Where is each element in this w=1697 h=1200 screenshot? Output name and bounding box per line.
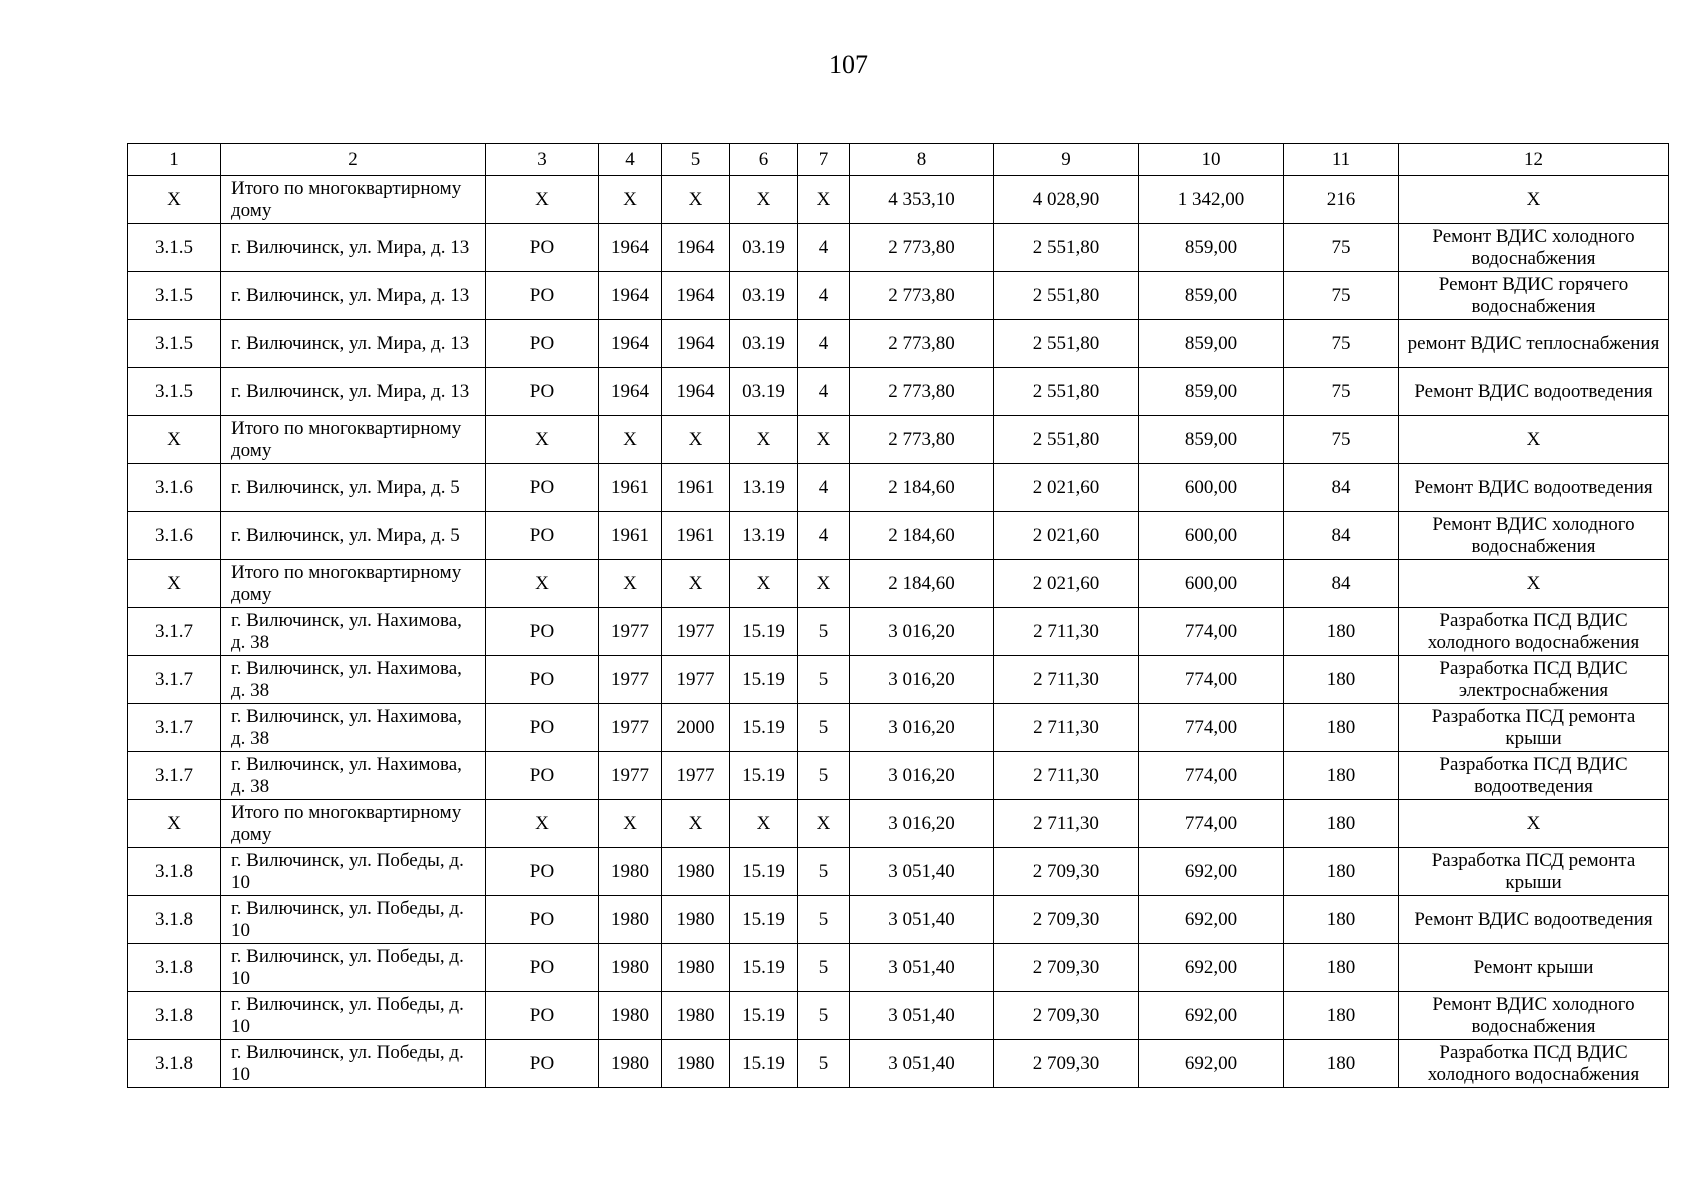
common-area-cell: 1 342,00 (1139, 176, 1284, 224)
column-number: 7 (798, 144, 850, 176)
common-area-cell: 600,00 (1139, 560, 1284, 608)
table-body (128, 176, 1669, 1088)
residents-cell: 75 (1284, 224, 1399, 272)
floors-cell: 4 (798, 272, 850, 320)
floors-cell: 5 (798, 896, 850, 944)
floors-cell: 5 (798, 608, 850, 656)
build-year-cell: X (599, 416, 662, 464)
commission-year-cell: 1977 (662, 656, 730, 704)
owner-type-cell: РО (486, 992, 599, 1040)
residents-cell: 180 (1284, 992, 1399, 1040)
total-area-cell: 3 016,20 (850, 752, 994, 800)
table-row (128, 368, 1669, 416)
commission-year-cell: 2000 (662, 704, 730, 752)
address-cell: г. Вилючинск, ул. Победы, д. 10 (221, 944, 486, 992)
code-cell: 15.19 (730, 608, 798, 656)
code-cell: 15.19 (730, 944, 798, 992)
residents-cell: 75 (1284, 272, 1399, 320)
build-year-cell: X (599, 800, 662, 848)
total-area-cell: 4 353,10 (850, 176, 994, 224)
work-type-cell: Ремонт крыши (1399, 944, 1669, 992)
living-area-cell: 2 709,30 (994, 896, 1139, 944)
code-cell: 03.19 (730, 368, 798, 416)
code-cell: 15.19 (730, 992, 798, 1040)
build-year-cell: 1980 (599, 992, 662, 1040)
build-year-cell: 1964 (599, 224, 662, 272)
total-area-cell: 2 184,60 (850, 512, 994, 560)
build-year-cell: 1977 (599, 656, 662, 704)
subtotal-row (128, 176, 1669, 224)
floors-cell: 4 (798, 512, 850, 560)
owner-type-cell: РО (486, 320, 599, 368)
column-number: 4 (599, 144, 662, 176)
living-area-cell: 2 709,30 (994, 1040, 1139, 1088)
commission-year-cell: 1964 (662, 224, 730, 272)
build-year-cell: X (599, 560, 662, 608)
item-number-cell: X (128, 560, 221, 608)
address-cell: Итого по многоквартирному дому (221, 416, 486, 464)
commission-year-cell: 1980 (662, 944, 730, 992)
work-type-cell: Разработка ПСД ВДИС холодного водоснабжения (1399, 1040, 1669, 1088)
table-row (128, 464, 1669, 512)
residents-cell: 180 (1284, 752, 1399, 800)
commission-year-cell: 1980 (662, 896, 730, 944)
address-cell: г. Вилючинск, ул. Мира, д. 5 (221, 464, 486, 512)
build-year-cell: 1980 (599, 944, 662, 992)
owner-type-cell: X (486, 800, 599, 848)
total-area-cell: 3 016,20 (850, 608, 994, 656)
residents-cell: 180 (1284, 944, 1399, 992)
floors-cell: X (798, 176, 850, 224)
total-area-cell: 2 773,80 (850, 272, 994, 320)
total-area-cell: 2 773,80 (850, 320, 994, 368)
table-row (128, 848, 1669, 896)
item-number-cell: 3.1.7 (128, 752, 221, 800)
table-row (128, 272, 1669, 320)
address-cell: г. Вилючинск, ул. Победы, д. 10 (221, 1040, 486, 1088)
total-area-cell: 2 184,60 (850, 560, 994, 608)
address-cell: г. Вилючинск, ул. Нахимова, д. 38 (221, 656, 486, 704)
living-area-cell: 2 551,80 (994, 320, 1139, 368)
floors-cell: 5 (798, 704, 850, 752)
build-year-cell: 1964 (599, 368, 662, 416)
owner-type-cell: РО (486, 464, 599, 512)
floors-cell: 5 (798, 656, 850, 704)
total-area-cell: 3 016,20 (850, 704, 994, 752)
commission-year-cell: 1961 (662, 464, 730, 512)
living-area-cell: 2 551,80 (994, 416, 1139, 464)
owner-type-cell: РО (486, 752, 599, 800)
floors-cell: 5 (798, 944, 850, 992)
address-cell: г. Вилючинск, ул. Победы, д. 10 (221, 848, 486, 896)
item-number-cell: 3.1.8 (128, 896, 221, 944)
floors-cell: 5 (798, 848, 850, 896)
address-cell: г. Вилючинск, ул. Победы, д. 10 (221, 992, 486, 1040)
living-area-cell: 2 711,30 (994, 608, 1139, 656)
build-year-cell: 1977 (599, 704, 662, 752)
work-type-cell: Ремонт ВДИС водоотведения (1399, 464, 1669, 512)
code-cell: X (730, 416, 798, 464)
address-cell: г. Вилючинск, ул. Нахимова, д. 38 (221, 752, 486, 800)
residents-cell: 180 (1284, 800, 1399, 848)
build-year-cell: 1980 (599, 848, 662, 896)
table-row (128, 320, 1669, 368)
floors-cell: 4 (798, 368, 850, 416)
table-row (128, 896, 1669, 944)
residents-cell: 75 (1284, 368, 1399, 416)
address-cell: г. Вилючинск, ул. Нахимова, д. 38 (221, 704, 486, 752)
owner-type-cell: X (486, 416, 599, 464)
work-type-cell: Ремонт ВДИС горячего водоснабжения (1399, 272, 1669, 320)
living-area-cell: 2 551,80 (994, 368, 1139, 416)
commission-year-cell: X (662, 560, 730, 608)
residents-cell: 180 (1284, 704, 1399, 752)
column-number-row (128, 144, 1669, 176)
work-type-cell: Разработка ПСД ремонта крыши (1399, 704, 1669, 752)
item-number-cell: 3.1.8 (128, 944, 221, 992)
commission-year-cell: 1980 (662, 992, 730, 1040)
common-area-cell: 600,00 (1139, 464, 1284, 512)
total-area-cell: 2 773,80 (850, 368, 994, 416)
item-number-cell: 3.1.7 (128, 608, 221, 656)
work-type-cell: Ремонт ВДИС холодного водоснабжения (1399, 992, 1669, 1040)
floors-cell: 5 (798, 992, 850, 1040)
commission-year-cell: 1964 (662, 368, 730, 416)
commission-year-cell: X (662, 176, 730, 224)
commission-year-cell: X (662, 800, 730, 848)
code-cell: 03.19 (730, 320, 798, 368)
table-row (128, 752, 1669, 800)
total-area-cell: 3 051,40 (850, 944, 994, 992)
address-cell: Итого по многоквартирному дому (221, 560, 486, 608)
code-cell: X (730, 800, 798, 848)
build-year-cell: 1961 (599, 512, 662, 560)
common-area-cell: 859,00 (1139, 416, 1284, 464)
total-area-cell: 3 016,20 (850, 656, 994, 704)
residents-cell: 75 (1284, 320, 1399, 368)
owner-type-cell: РО (486, 272, 599, 320)
work-type-cell: X (1399, 560, 1669, 608)
column-number: 10 (1139, 144, 1284, 176)
item-number-cell: 3.1.5 (128, 224, 221, 272)
living-area-cell: 2 021,60 (994, 464, 1139, 512)
item-number-cell: X (128, 416, 221, 464)
total-area-cell: 3 051,40 (850, 848, 994, 896)
work-type-cell: X (1399, 416, 1669, 464)
build-year-cell: 1964 (599, 320, 662, 368)
address-cell: г. Вилючинск, ул. Мира, д. 13 (221, 368, 486, 416)
code-cell: 13.19 (730, 464, 798, 512)
item-number-cell: X (128, 176, 221, 224)
work-type-cell: Ремонт ВДИС холодного водоснабжения (1399, 512, 1669, 560)
owner-type-cell: РО (486, 368, 599, 416)
living-area-cell: 2 711,30 (994, 752, 1139, 800)
item-number-cell: 3.1.5 (128, 368, 221, 416)
total-area-cell: 2 773,80 (850, 224, 994, 272)
residents-cell: 75 (1284, 416, 1399, 464)
common-area-cell: 774,00 (1139, 704, 1284, 752)
build-year-cell: 1964 (599, 272, 662, 320)
residents-cell: 84 (1284, 512, 1399, 560)
owner-type-cell: РО (486, 944, 599, 992)
column-number: 12 (1399, 144, 1669, 176)
address-cell: г. Вилючинск, ул. Мира, д. 13 (221, 224, 486, 272)
commission-year-cell: X (662, 416, 730, 464)
common-area-cell: 859,00 (1139, 224, 1284, 272)
living-area-cell: 2 709,30 (994, 848, 1139, 896)
residents-cell: 180 (1284, 608, 1399, 656)
work-type-cell: Разработка ПСД ВДИС водоотведения (1399, 752, 1669, 800)
column-number: 5 (662, 144, 730, 176)
owner-type-cell: РО (486, 656, 599, 704)
total-area-cell: 2 184,60 (850, 464, 994, 512)
item-number-cell: 3.1.5 (128, 272, 221, 320)
living-area-cell: 2 711,30 (994, 656, 1139, 704)
work-type-cell: ремонт ВДИС теплоснабжения (1399, 320, 1669, 368)
item-number-cell: 3.1.8 (128, 1040, 221, 1088)
address-cell: Итого по многоквартирному дому (221, 176, 486, 224)
item-number-cell: X (128, 800, 221, 848)
commission-year-cell: 1977 (662, 608, 730, 656)
owner-type-cell: X (486, 176, 599, 224)
address-cell: г. Вилючинск, ул. Мира, д. 5 (221, 512, 486, 560)
housing-repair-table (127, 143, 1669, 1088)
total-area-cell: 2 773,80 (850, 416, 994, 464)
owner-type-cell: X (486, 560, 599, 608)
table-row (128, 656, 1669, 704)
owner-type-cell: РО (486, 896, 599, 944)
item-number-cell: 3.1.8 (128, 992, 221, 1040)
work-type-cell: X (1399, 800, 1669, 848)
living-area-cell: 2 551,80 (994, 224, 1139, 272)
table-row (128, 944, 1669, 992)
code-cell: 15.19 (730, 848, 798, 896)
residents-cell: 180 (1284, 848, 1399, 896)
address-cell: г. Вилючинск, ул. Победы, д. 10 (221, 896, 486, 944)
column-number: 11 (1284, 144, 1399, 176)
floors-cell: 5 (798, 752, 850, 800)
code-cell: 13.19 (730, 512, 798, 560)
address-cell: Итого по многоквартирному дому (221, 800, 486, 848)
owner-type-cell: РО (486, 1040, 599, 1088)
residents-cell: 180 (1284, 1040, 1399, 1088)
commission-year-cell: 1980 (662, 1040, 730, 1088)
address-cell: г. Вилючинск, ул. Мира, д. 13 (221, 320, 486, 368)
common-area-cell: 692,00 (1139, 896, 1284, 944)
living-area-cell: 2 711,30 (994, 800, 1139, 848)
living-area-cell: 2 709,30 (994, 992, 1139, 1040)
total-area-cell: 3 016,20 (850, 800, 994, 848)
work-type-cell: Ремонт ВДИС водоотведения (1399, 368, 1669, 416)
work-type-cell: Разработка ПСД ВДИС электроснабжения (1399, 656, 1669, 704)
item-number-cell: 3.1.6 (128, 512, 221, 560)
item-number-cell: 3.1.8 (128, 848, 221, 896)
work-type-cell: Разработка ПСД ВДИС холодного водоснабжения (1399, 608, 1669, 656)
page-number: 107 (829, 50, 868, 79)
owner-type-cell: РО (486, 608, 599, 656)
build-year-cell: 1977 (599, 608, 662, 656)
build-year-cell: 1977 (599, 752, 662, 800)
commission-year-cell: 1977 (662, 752, 730, 800)
common-area-cell: 774,00 (1139, 608, 1284, 656)
code-cell: 03.19 (730, 272, 798, 320)
total-area-cell: 3 051,40 (850, 1040, 994, 1088)
total-area-cell: 3 051,40 (850, 992, 994, 1040)
subtotal-row (128, 416, 1669, 464)
build-year-cell: 1980 (599, 1040, 662, 1088)
living-area-cell: 2 711,30 (994, 704, 1139, 752)
code-cell: 15.19 (730, 752, 798, 800)
floors-cell: 4 (798, 320, 850, 368)
column-number: 8 (850, 144, 994, 176)
table-row (128, 512, 1669, 560)
common-area-cell: 692,00 (1139, 848, 1284, 896)
code-cell: X (730, 176, 798, 224)
floors-cell: 5 (798, 1040, 850, 1088)
living-area-cell: 2 551,80 (994, 272, 1139, 320)
work-type-cell: Ремонт ВДИС водоотведения (1399, 896, 1669, 944)
common-area-cell: 692,00 (1139, 944, 1284, 992)
residents-cell: 180 (1284, 656, 1399, 704)
residents-cell: 216 (1284, 176, 1399, 224)
table-row (128, 1040, 1669, 1088)
commission-year-cell: 1980 (662, 848, 730, 896)
residents-cell: 84 (1284, 464, 1399, 512)
commission-year-cell: 1964 (662, 320, 730, 368)
commission-year-cell: 1964 (662, 272, 730, 320)
floors-cell: X (798, 416, 850, 464)
owner-type-cell: РО (486, 224, 599, 272)
common-area-cell: 692,00 (1139, 992, 1284, 1040)
owner-type-cell: РО (486, 704, 599, 752)
subtotal-row (128, 560, 1669, 608)
code-cell: X (730, 560, 798, 608)
subtotal-row (128, 800, 1669, 848)
common-area-cell: 859,00 (1139, 320, 1284, 368)
residents-cell: 84 (1284, 560, 1399, 608)
code-cell: 15.19 (730, 896, 798, 944)
address-cell: г. Вилючинск, ул. Нахимова, д. 38 (221, 608, 486, 656)
table-row (128, 704, 1669, 752)
code-cell: 15.19 (730, 1040, 798, 1088)
work-type-cell: Ремонт ВДИС холодного водоснабжения (1399, 224, 1669, 272)
table-row (128, 608, 1669, 656)
work-type-cell: Разработка ПСД ремонта крыши (1399, 848, 1669, 896)
column-number: 1 (128, 144, 221, 176)
column-number: 3 (486, 144, 599, 176)
total-area-cell: 3 051,40 (850, 896, 994, 944)
living-area-cell: 2 709,30 (994, 944, 1139, 992)
commission-year-cell: 1961 (662, 512, 730, 560)
column-number: 9 (994, 144, 1139, 176)
table-row (128, 224, 1669, 272)
residents-cell: 180 (1284, 896, 1399, 944)
common-area-cell: 774,00 (1139, 752, 1284, 800)
build-year-cell: 1980 (599, 896, 662, 944)
item-number-cell: 3.1.5 (128, 320, 221, 368)
common-area-cell: 859,00 (1139, 272, 1284, 320)
owner-type-cell: РО (486, 512, 599, 560)
item-number-cell: 3.1.7 (128, 704, 221, 752)
item-number-cell: 3.1.7 (128, 656, 221, 704)
common-area-cell: 692,00 (1139, 1040, 1284, 1088)
column-number: 2 (221, 144, 486, 176)
column-number: 6 (730, 144, 798, 176)
living-area-cell: 2 021,60 (994, 560, 1139, 608)
floors-cell: 4 (798, 464, 850, 512)
code-cell: 03.19 (730, 224, 798, 272)
floors-cell: 4 (798, 224, 850, 272)
code-cell: 15.19 (730, 656, 798, 704)
living-area-cell: 2 021,60 (994, 512, 1139, 560)
common-area-cell: 859,00 (1139, 368, 1284, 416)
item-number-cell: 3.1.6 (128, 464, 221, 512)
build-year-cell: X (599, 176, 662, 224)
common-area-cell: 774,00 (1139, 656, 1284, 704)
common-area-cell: 600,00 (1139, 512, 1284, 560)
living-area-cell: 4 028,90 (994, 176, 1139, 224)
owner-type-cell: РО (486, 848, 599, 896)
common-area-cell: 774,00 (1139, 800, 1284, 848)
floors-cell: X (798, 800, 850, 848)
build-year-cell: 1961 (599, 464, 662, 512)
code-cell: 15.19 (730, 704, 798, 752)
table-row (128, 992, 1669, 1040)
address-cell: г. Вилючинск, ул. Мира, д. 13 (221, 272, 486, 320)
work-type-cell: X (1399, 176, 1669, 224)
floors-cell: X (798, 560, 850, 608)
